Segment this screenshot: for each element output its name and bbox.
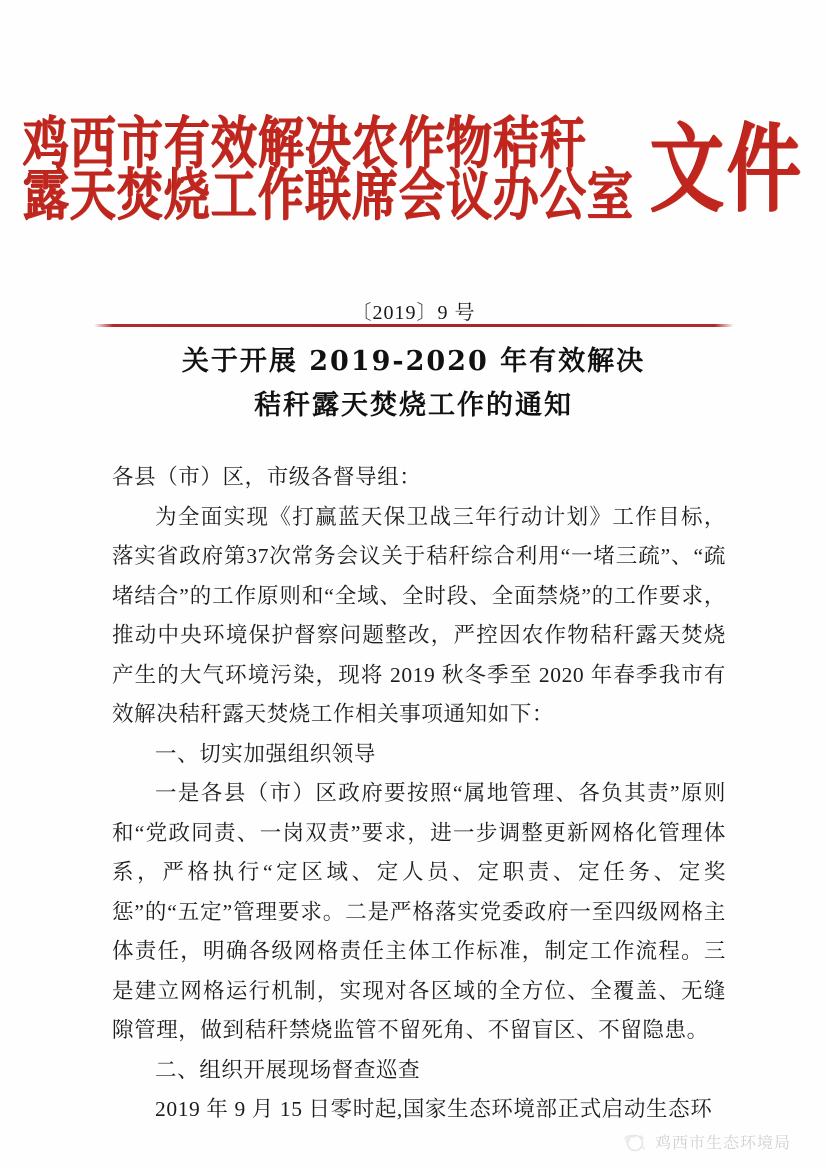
- section-heading-2: 二、组织开展现场督查巡查: [155, 1057, 421, 1082]
- issuing-organization: [23, 109, 634, 228]
- letterhead-inner: [23, 109, 804, 228]
- section-heading-1: 一、切实加强组织领导: [155, 741, 377, 766]
- organization-line-2: 露天焚烧工作联席会议办公室: [23, 161, 634, 228]
- document-title: [0, 340, 827, 428]
- letterhead: [0, 62, 827, 277]
- document-title-line-1: 关于开展 2019-2020 年有效解决: [181, 346, 646, 377]
- footer-credit: [621, 1130, 791, 1153]
- salutation: 各县（市）区，市级各督导组：: [112, 465, 422, 489]
- body-paragraph-1: 为全面实现《打赢蓝天保卫战三年行动计划》工作目标，落实省政府第37次常务会议关于秸秆综合利用“一堵三疏”、“疏堵结合”的工作原则和“全域、全时段、全面禁烧”的工作要求，推动中央环境保护督察问题整改，严控因农作物秸秆露天焚烧产生的大气环境污染，现将 2019 秋冬季至 2020 年春季我市有效解决秸秆露天焚烧工作相关事项通知如下：: [112, 504, 726, 726]
- document-word-label: 文件: [650, 113, 804, 226]
- body-paragraph-2: 一是各县（市）区政府要按照“属地管理、各负其责”原则和“党政同责、一岗双责”要求，进一步调整更新网格化管理体系，严格执行“定区域、定人员、定职责、定任务、定奖惩”的“五定”管理要求。二是严格落实党委政府一至四级网格主体责任，明确各级网格责任主体工作标准，制定工作流程。三是建立网格运行机制，实现对各区域的全方位、全覆盖、无缝隙管理，做到秸秆禁烧监管不留死角、不留盲区、不留隐患。: [112, 781, 726, 1042]
- document-serial-number: 〔2019〕9 号: [351, 302, 476, 324]
- red-separator-rule: [94, 324, 734, 327]
- footer-credit-label: 鸡西市生态环境局: [654, 1135, 791, 1152]
- eco-bureau-logo-icon: [621, 1131, 647, 1153]
- body-paragraph-3: 2019 年 9 月 15 日零时起,国家生态环境部正式启动生态环: [155, 1097, 713, 1121]
- document-title-line-2: 秸秆露天焚烧工作的通知: [254, 390, 573, 421]
- organization-line-1: 鸡西市有效解决农作物秸秆: [23, 109, 587, 176]
- document-body: [112, 458, 726, 1130]
